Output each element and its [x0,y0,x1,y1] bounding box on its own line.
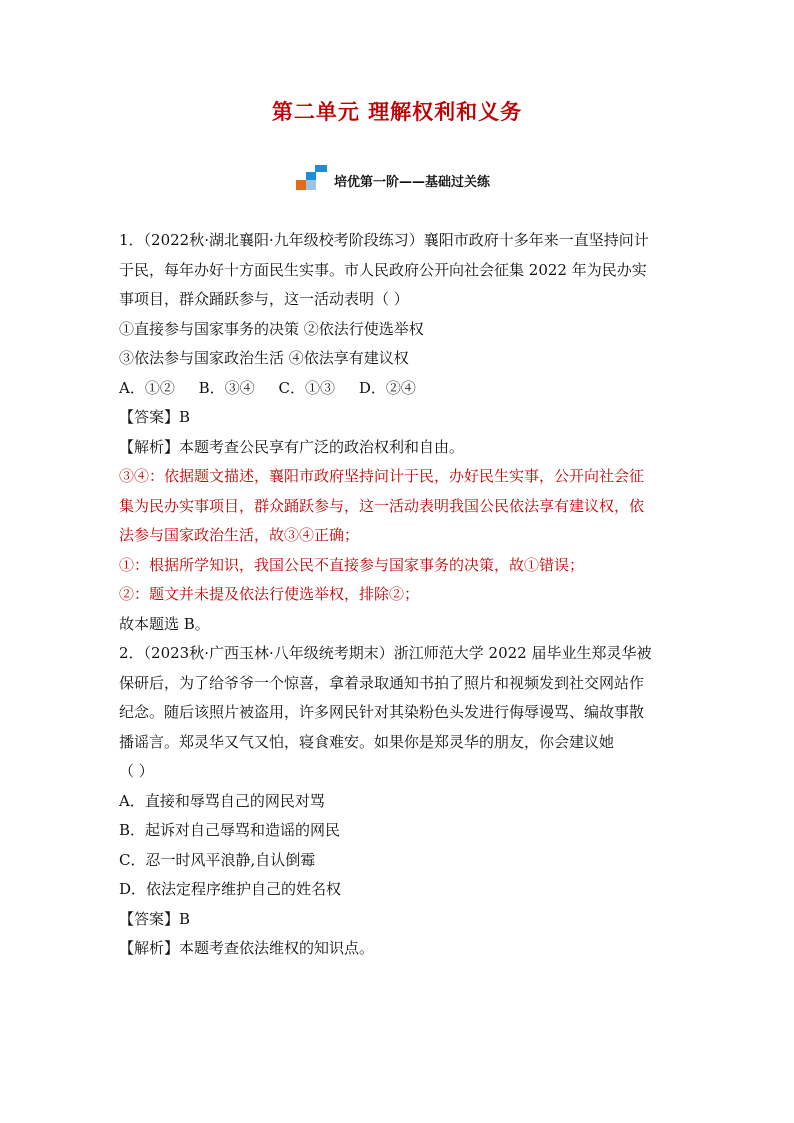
answer-value: B [179,408,191,426]
q2-option-d: D．依法定程序维护自己的姓名权 [119,880,342,898]
analysis-label: 【解析】 [119,939,180,957]
q1-analysis-line: ②：题文并未提及依法行使选举权，排除②； [119,585,420,603]
q1-answer [119,403,679,433]
question-content [119,226,679,964]
analysis-label: 【解析】 [119,437,180,456]
page-title: 第二单元 理解权利和义务 [271,99,523,124]
analysis-intro-text: 本题考查依法维权的知识点。 [179,939,375,957]
q2-stem-line: （ ） [119,762,154,780]
question-2 [119,639,679,964]
q2-option-b: B．起诉对自己辱骂和造谣的网民 [119,821,341,839]
question-1 [119,226,679,639]
answer-value: B [179,909,191,928]
q1-analysis-line: 法参与国家政治生活，故③④正确； [119,526,360,544]
analysis-intro-text: 本题考查公民享有广泛的政治权利和自由。 [179,437,465,456]
q1-choice-line: ③依法参与国家政治生活 ④依法享有建议权 [119,349,409,367]
q1-analysis-line: 集为民办实事项目，群众踊跃参与，这一活动表明我国公民依法享有建议权，依 [119,496,645,515]
q1-stem-line: 事项目，群众踊跃参与，这一活动表明（ ） [119,290,409,308]
q2-option-a: A．直接和辱骂自己的网民对骂 [119,791,325,810]
q1-stem-line: 1．（2022秋·湖北襄阳·九年级校考阶段练习）襄阳市政府十多年来一直坚持问计 [119,231,649,249]
q1-choice-line: ①直接参与国家事务的决策 ②依法行使选举权 [119,319,424,338]
q2-stem-line: 播谣言。郑灵华又气又怕，寝食难安。如果你是郑灵华的朋友，你会建议她 [119,732,615,751]
answer-label: 【答案】 [119,408,180,426]
q1-stem-line: 于民，每年办好十方面民生实事。市人民政府公开向社会征集 2022 年为民办实 [119,260,647,279]
section-banner-text: 培优第一阶——基础过关练 [334,175,491,190]
q2-stem-line: 纪念。随后该照片被盗用，许多网民针对其染粉色头发进行侮辱谩骂、编故事散 [119,703,645,721]
q2-stem-line: 保研后，为了给爷爷一个惊喜，拿着录取通知书拍了照片和视频发到社交网站作 [119,673,645,692]
q1-options: A．①② B．③④ C．①③ D．②④ [119,378,416,397]
q1-analysis-line: ③④：依据题文描述，襄阳市政府坚持问计于民，办好民生实事，公开向社会征 [119,467,645,485]
stairs-icon [296,164,330,192]
q2-stem-line: 2．（2023秋·广西玉林·八年级统考期末）浙江师范大学 2022 届毕业生郑灵华被 [119,644,652,662]
q1-conclusion: 故本题选 B。 [119,614,210,633]
q2-option-c: C．忍一时风平浪静,自认倒霉 [119,850,316,869]
answer-label: 【答案】 [119,909,180,928]
q1-analysis-line: ①：根据所学知识，我国公民不直接参与国家事务的决策，故①错误； [119,555,585,574]
q2-analysis-intro [119,934,679,964]
q2-answer [119,905,679,935]
q1-analysis-intro [119,433,679,463]
section-banner [296,164,490,192]
